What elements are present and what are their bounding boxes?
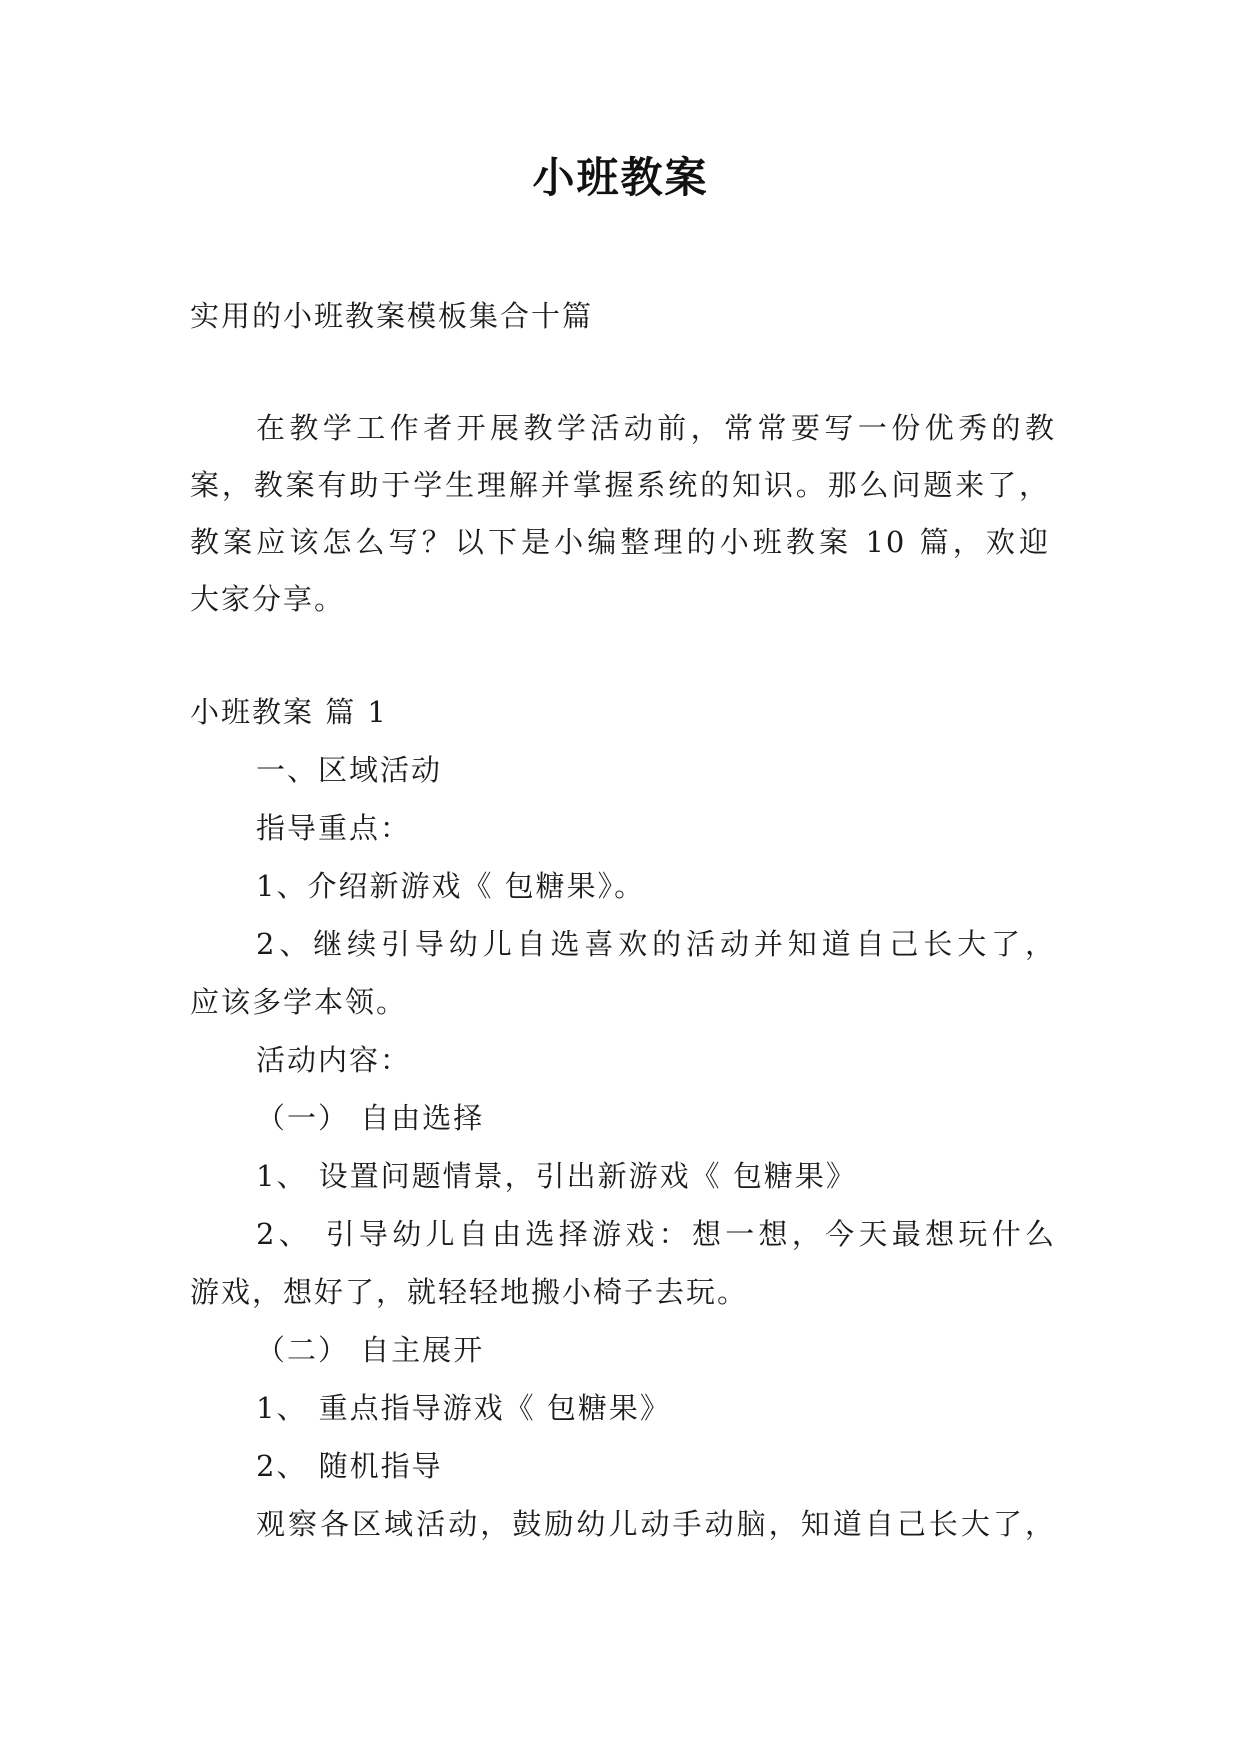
intro-line-1: 在教学工作者开展教学活动前，常常要写一份优秀的教: [256, 411, 1056, 445]
body-line-9: 2、 引导幼儿自由选择游戏：想一想，今天最想玩什么: [256, 1217, 1056, 1251]
intro-line-4: 大家分享。: [190, 582, 346, 616]
body-line-13: 2、 随机指导: [256, 1449, 443, 1483]
body-line-6: 活动内容：: [256, 1043, 412, 1077]
section-heading: 小班教案 篇 1: [190, 695, 388, 729]
intro-line-3: 教案应该怎么写？以下是小编整理的小班教案 10 篇，欢迎: [190, 525, 1050, 559]
body-line-3: 1、介绍新游戏《 包糖果》。: [256, 869, 646, 903]
body-line-10: 游戏，想好了，就轻轻地搬小椅子去玩。: [190, 1275, 749, 1309]
intro-line-2: 案，教案有助于学生理解并掌握系统的知识。那么问题来了，: [190, 468, 1050, 502]
document-subtitle: 实用的小班教案模板集合十篇: [190, 299, 594, 333]
body-line-8: 1、 设置问题情景，引出新游戏《 包糖果》: [256, 1159, 857, 1193]
document-title: 小班教案: [532, 153, 709, 202]
body-line-7: （一） 自由选择: [256, 1101, 485, 1135]
body-line-11: （二） 自主展开: [256, 1333, 485, 1367]
body-line-2: 指导重点：: [256, 811, 412, 845]
body-line-1: 一、区域活动: [256, 753, 443, 787]
body-line-5: 应该多学本领。: [190, 985, 408, 1019]
body-line-14: 观察各区域活动，鼓励幼儿动手动脑，知道自己长大了，: [256, 1507, 1056, 1541]
body-line-12: 1、 重点指导游戏《 包糖果》: [256, 1391, 671, 1425]
body-line-4: 2、继续引导幼儿自选喜欢的活动并知道自己长大了，: [256, 927, 1056, 961]
